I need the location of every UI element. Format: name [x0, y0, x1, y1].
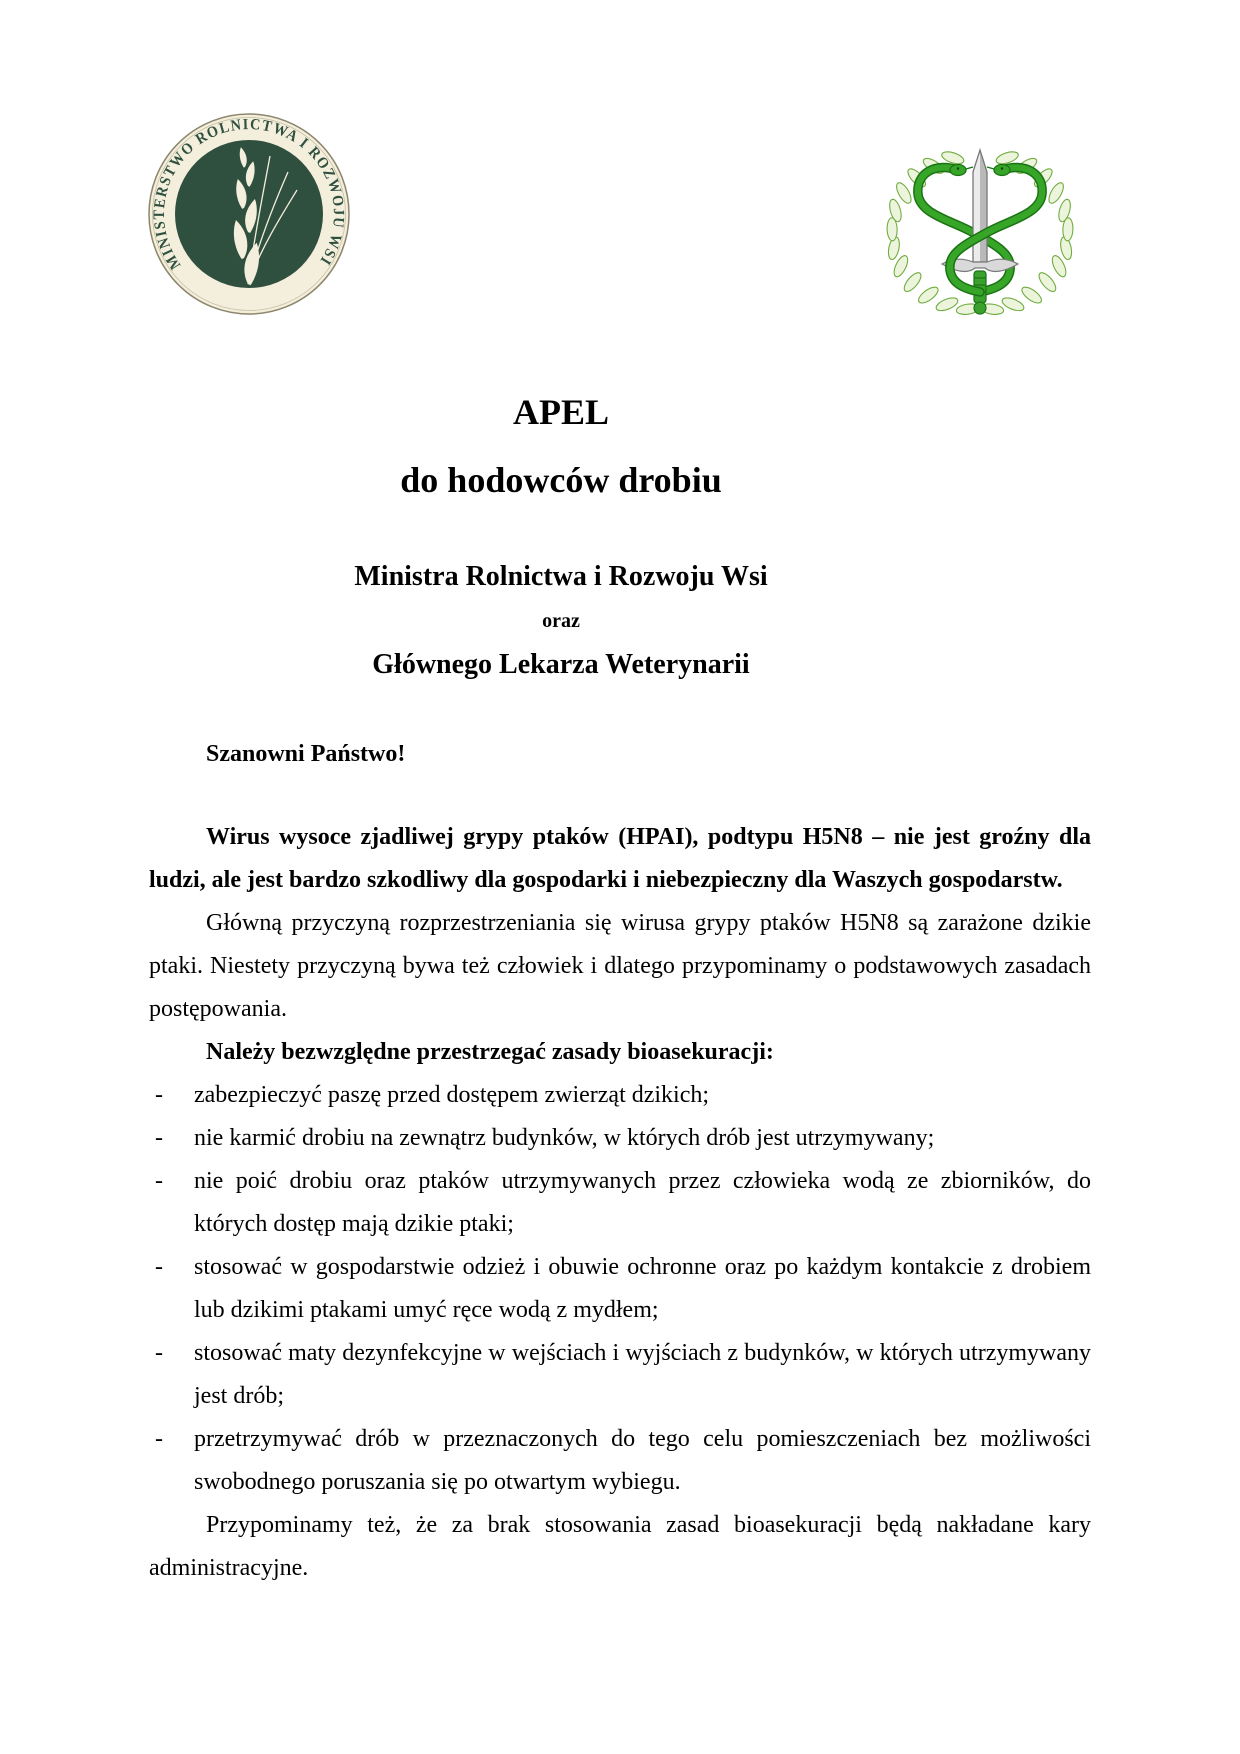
veterinary-emblem-logo — [872, 140, 1088, 322]
ministry-seal-icon — [147, 112, 351, 316]
veterinary-emblem-icon — [872, 140, 1088, 322]
list-item-text: nie karmić drobiu na zewnątrz budynków, w których drób jest utrzymywany; — [194, 1125, 935, 1151]
list-item — [149, 1332, 1091, 1418]
list-item — [149, 1160, 1091, 1246]
author-conjunction: oraz — [542, 610, 580, 632]
rules-list — [149, 1074, 1091, 1504]
ministry-seal-logo — [147, 112, 351, 316]
page-subtitle: do hodowców drobiu — [400, 460, 722, 500]
list-item-text: nie poić drobiu oraz ptaków utrzymywanych przez człowieka wodą ze zbiorników, do których dostęp mają dzikie ptaki; — [194, 1168, 1091, 1237]
salutation: Szanowni Państwo! — [206, 741, 406, 767]
list-item-text: stosować w gospodarstwie odzież i obuwie ochronne oraz po każdym kontakcie z drobiem lub dzikimi ptakami umyć ręce wodą z mydłem; — [194, 1254, 1091, 1323]
intro-paragraph-bold: Wirus wysoce zjadliwej grypy ptaków (HPAI), podtypu H5N8 – nie jest groźny dla ludzi, ale jest bardzo szkodliwy dla gospodarki i niebezpieczny dla Waszych gospodarstw. — [149, 824, 1091, 893]
page-title: APEL — [512, 392, 609, 432]
bullet-marker: - — [155, 1125, 163, 1151]
author-line-veterinary: Głównego Lekarza Weterynarii — [372, 649, 750, 680]
list-item — [149, 1418, 1091, 1504]
list-item-text: przetrzymywać drób w przeznaczonych do tego celu pomieszczeniach bez możliwości swobodnego poruszania się po otwartym wybiegu. — [194, 1426, 1091, 1495]
bullet-marker: - — [155, 1082, 163, 1108]
bullet-marker: - — [155, 1168, 163, 1194]
list-item — [149, 1117, 1091, 1160]
intro-paragraph: Główną przyczyną rozprzestrzeniania się wirusa grypy ptaków H5N8 są zarażone dzikie ptaki. Niestety przyczyną bywa też człowiek i dlatego przypominamy o podstawowych zasadach postępowania. — [149, 910, 1091, 1022]
list-item-text: zabezpieczyć paszę przed dostępem zwierząt dzikich; — [194, 1082, 710, 1108]
bullet-marker: - — [155, 1254, 163, 1280]
list-item — [149, 1246, 1091, 1332]
author-line-minister: Ministra Rolnictwa i Rozwoju Wsi — [354, 561, 768, 592]
list-item — [149, 1074, 1091, 1117]
closing-paragraph: Przypominamy też, że za brak stosowania zasad bioasekuracji będą nakładane kary administracyjne. — [149, 1512, 1091, 1581]
list-item-text: stosować maty dezynfekcyjne w wejściach i wyjściach z budynków, w których utrzymywany jest drób; — [194, 1340, 1091, 1409]
document-body — [149, 392, 1091, 1590]
bullet-marker: - — [155, 1340, 163, 1366]
ministry-ring-text: MINISTERSTWO ROLNICTWA I ROZWOJU WSI — [150, 115, 348, 273]
bullet-marker: - — [155, 1426, 163, 1452]
rules-heading: Należy bezwzględne przestrzegać zasady bioasekuracji: — [206, 1039, 774, 1065]
